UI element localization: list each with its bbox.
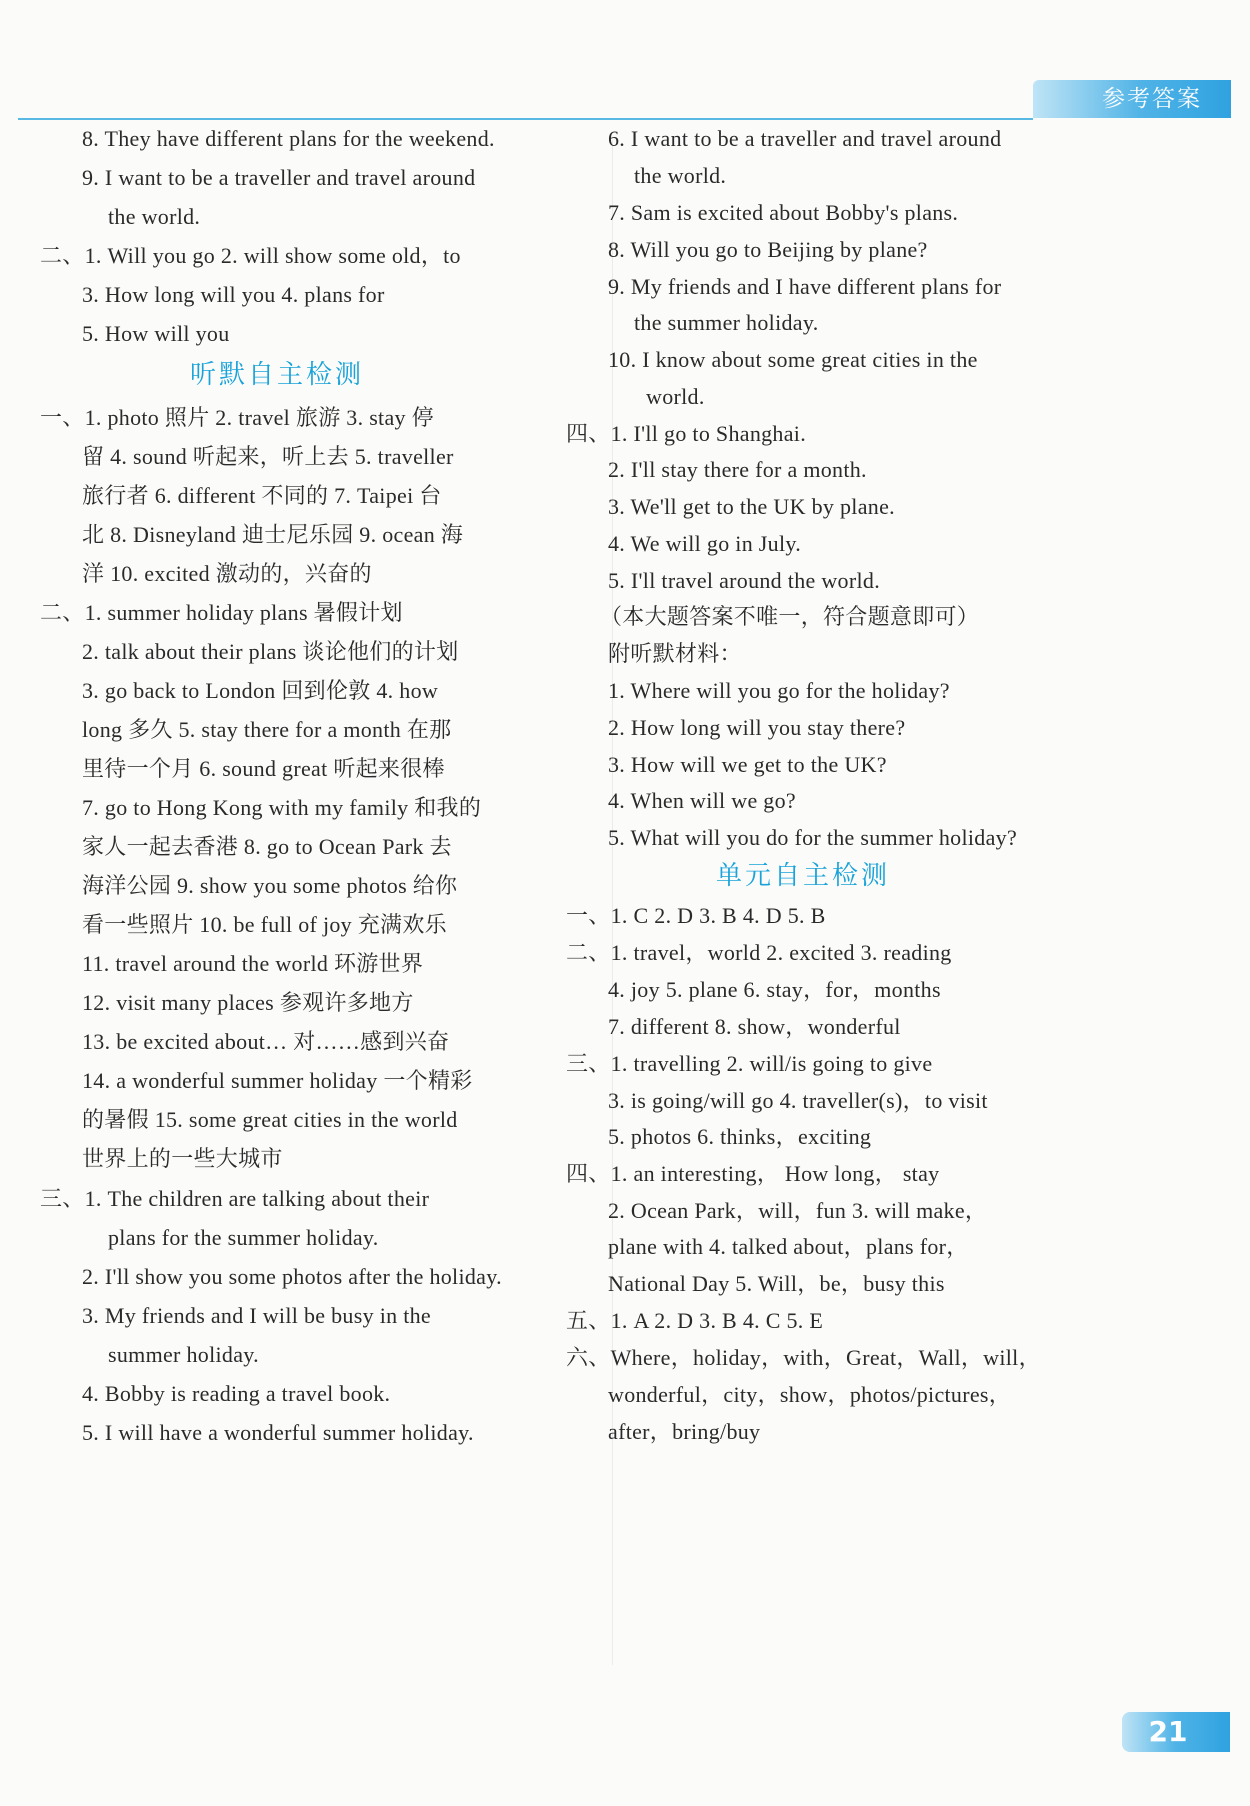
answer-line: 10. I know about some great cities in the <box>608 347 978 372</box>
answer-line: 9. My friends and I have different plans for <box>608 274 1002 299</box>
answer-line: summer holiday. <box>108 1342 259 1367</box>
answer-line: after，bring/buy <box>608 1419 761 1444</box>
answer-line: 3. go back to London 回到伦敦 4. how <box>82 678 439 703</box>
answer-line: National Day 5. Will，be，busy this <box>608 1271 945 1296</box>
answer-line: 7. go to Hong Kong with my family 和我的 <box>82 795 482 820</box>
answer-line: the summer holiday. <box>634 310 819 335</box>
answer-line: 6. I want to be a traveller and travel around <box>608 126 1002 151</box>
answer-line: 附听默材料： <box>608 641 742 666</box>
answer-line: 5. I will have a wonderful summer holiday. <box>82 1420 474 1445</box>
answer-line: 世界上的一些大城市 <box>82 1146 283 1171</box>
answer-line: （本大题答案不唯一，符合题意即可） <box>600 604 980 629</box>
answer-line: 9. I want to be a traveller and travel around <box>82 165 476 190</box>
answer-line: 四、1. I'll go to Shanghai. <box>566 421 807 446</box>
answer-line: 4. joy 5. plane 6. stay，for，months <box>608 977 941 1002</box>
answer-line: 看一些照片 10. be full of joy 充满欢乐 <box>82 912 447 937</box>
answer-line: 14. a wonderful summer holiday 一个精彩 <box>82 1068 473 1093</box>
answer-line: 北 8. Disneyland 迪士尼乐园 9. ocean 海 <box>82 522 464 547</box>
section-title-unit: 单元自主检测 <box>716 861 891 891</box>
answer-line: 4. Bobby is reading a travel book. <box>82 1381 391 1406</box>
answer-line: 六、Where，holiday，with，Great，Wall，will， <box>566 1345 1041 1370</box>
answer-line: 旅行者 6. different 不同的 7. Taipei 台 <box>82 483 442 508</box>
answer-line: 11. travel around the world 环游世界 <box>82 951 424 976</box>
answer-line: 5. What will you do for the summer holiday? <box>608 825 1018 850</box>
answer-line: 2. I'll show you some photos after the holiday. <box>82 1264 502 1289</box>
answer-line: 8. They have different plans for the weekend. <box>82 126 495 151</box>
answer-line: long 多久 5. stay there for a month 在那 <box>82 717 452 742</box>
answer-line: the world. <box>634 163 727 188</box>
answer-line: 二、1. Will you go 2. will show some old，to <box>40 243 461 268</box>
answer-line: 5. I'll travel around the world. <box>608 568 880 593</box>
answer-line: 2. Ocean Park，will，fun 3. will make， <box>608 1198 988 1223</box>
answer-line: 三、1. travelling 2. will/is going to give <box>566 1051 933 1076</box>
answer-line: 四、1. an interesting， How long， stay <box>566 1161 940 1186</box>
answer-line: 12. visit many places 参观许多地方 <box>82 990 414 1015</box>
answer-line: 五、1. A 2. D 3. B 4. C 5. E <box>566 1308 824 1333</box>
answer-line: 3. My friends and I will be busy in the <box>82 1303 431 1328</box>
answer-line: 4. We will go in July. <box>608 531 802 556</box>
answer-line: 2. I'll stay there for a month. <box>608 457 867 482</box>
answer-line: 洋 10. excited 激动的，兴奋的 <box>82 561 372 586</box>
watermark-graphic <box>500 740 700 860</box>
answer-line: 7. different 8. show，wonderful <box>608 1014 901 1039</box>
answer-line: 13. be excited about… 对……感到兴奋 <box>82 1029 450 1054</box>
answer-line: 一、1. photo 照片 2. travel 旅游 3. stay 停 <box>40 405 434 430</box>
answer-line: 2. How long will you stay there? <box>608 715 906 740</box>
answer-line: 7. Sam is excited about Bobby's plans. <box>608 200 959 225</box>
answer-line: 3. How long will you 4. plans for <box>82 282 385 307</box>
answer-line: 里待一个月 6. sound great 听起来很棒 <box>82 756 445 781</box>
answer-line: 二、1. travel，world 2. excited 3. reading <box>566 940 952 965</box>
answer-line: 三、1. The children are talking about their <box>40 1186 430 1211</box>
answer-line: 1. Where will you go for the holiday? <box>608 678 950 703</box>
header-label: 参考答案 <box>1102 86 1202 112</box>
answer-line: 海洋公园 9. show you some photos 给你 <box>82 873 458 898</box>
answer-line: the world. <box>108 204 201 229</box>
answer-line: 3. is going/will go 4. traveller(s)，to visit <box>608 1088 988 1113</box>
answer-line: 家人一起去香港 8. go to Ocean Park 去 <box>82 834 452 859</box>
answer-line: plans for the summer holiday. <box>108 1225 379 1250</box>
answer-line: 2. talk about their plans 谈论他们的计划 <box>82 639 459 664</box>
header-rule <box>18 118 1033 120</box>
section-title-listening: 听默自主检测 <box>190 360 365 390</box>
answer-line: 3. We'll get to the UK by plane. <box>608 494 895 519</box>
answer-line: 5. photos 6. thinks，exciting <box>608 1124 872 1149</box>
answer-line: plane with 4. talked about，plans for， <box>608 1234 969 1259</box>
answer-line: 留 4. sound 听起来，听上去 5. traveller <box>82 444 454 469</box>
answer-line: 5. How will you <box>82 321 230 346</box>
page-number: 21 <box>1148 1715 1188 1748</box>
answer-line: 8. Will you go to Beijing by plane? <box>608 237 928 262</box>
answer-line: 4. When will we go? <box>608 788 796 813</box>
answer-line: world. <box>646 384 705 409</box>
answer-line: 一、1. C 2. D 3. B 4. D 5. B <box>566 903 826 928</box>
answer-line: wonderful，city，show，photos/pictures， <box>608 1382 1012 1407</box>
answer-line: 二、1. summer holiday plans 暑假计划 <box>40 600 403 625</box>
answer-line: 3. How will we get to the UK? <box>608 752 887 777</box>
answer-line: 的暑假 15. some great cities in the world <box>82 1107 458 1132</box>
